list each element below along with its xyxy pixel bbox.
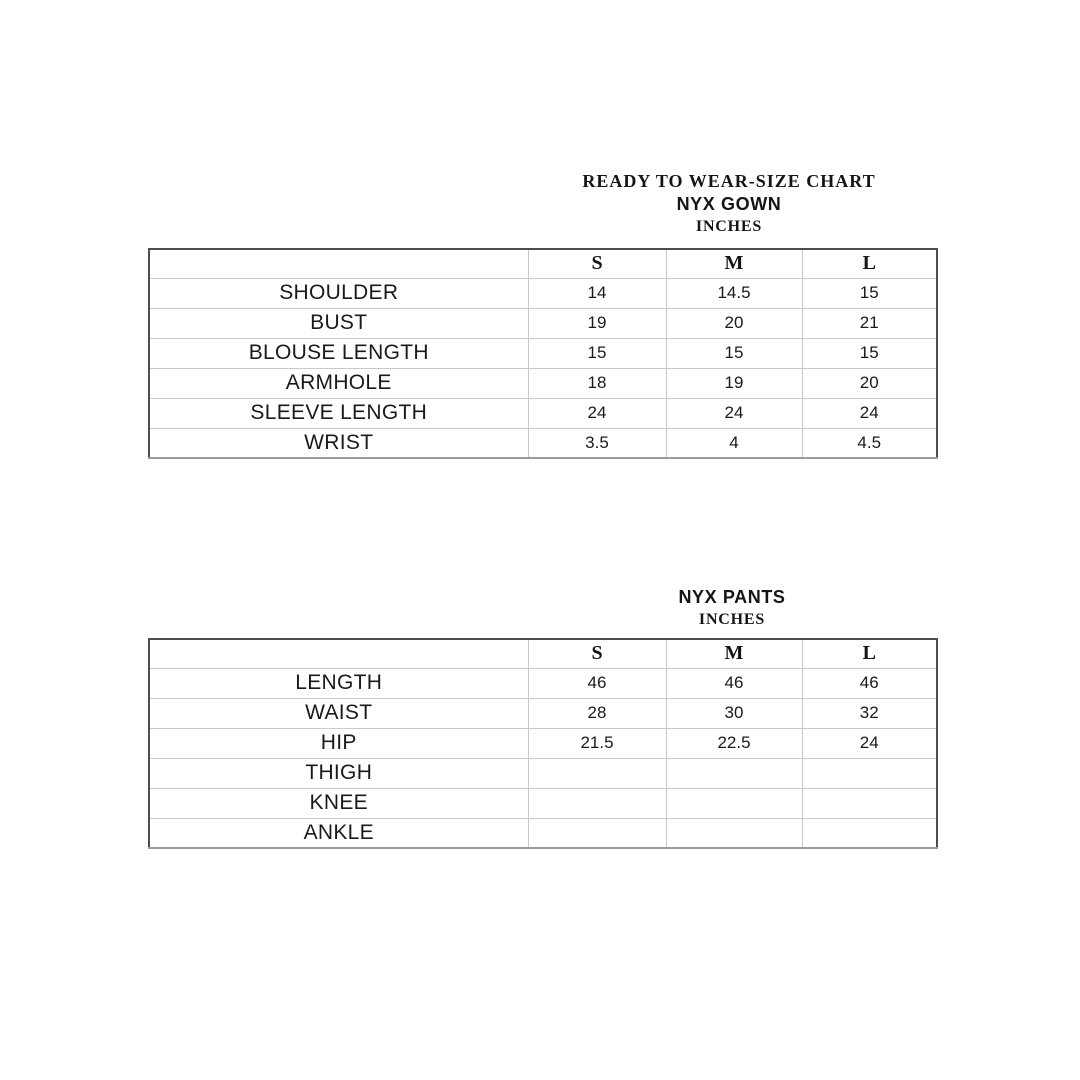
table-row	[149, 758, 937, 788]
size-value-cell: 15	[666, 338, 802, 368]
table-row	[149, 278, 937, 308]
gown-title: NYX GOWN	[676, 194, 782, 214]
gown-size-table	[148, 248, 938, 459]
size-value-cell: 20	[802, 368, 937, 398]
table-row	[149, 788, 937, 818]
size-value-cell: 28	[528, 698, 666, 728]
table-row	[149, 338, 937, 368]
size-value-cell: 18	[528, 368, 666, 398]
size-value-cell: 46	[802, 668, 937, 698]
size-value-cell: 24	[666, 398, 802, 428]
size-value-cell	[528, 818, 666, 848]
size-value-cell	[666, 788, 802, 818]
size-value-cell: 30	[666, 698, 802, 728]
size-value-cell: 46	[528, 668, 666, 698]
table-row	[149, 698, 937, 728]
size-value-cell: 24	[802, 728, 937, 758]
size-value-cell	[528, 758, 666, 788]
size-value-cell: 32	[802, 698, 937, 728]
size-value-cell: 14.5	[666, 278, 802, 308]
size-value-cell: 15	[802, 338, 937, 368]
size-value-cell: 3.5	[528, 428, 666, 458]
pants-title-block	[678, 586, 785, 631]
size-value-cell	[802, 818, 937, 848]
size-value-cell: 21	[802, 308, 937, 338]
pants-units-label: INCHES	[698, 611, 766, 628]
table-row	[149, 818, 937, 848]
size-value-cell	[666, 758, 802, 788]
table-row	[149, 728, 937, 758]
empty-corner-cell	[149, 639, 528, 668]
table-row	[149, 308, 937, 338]
measurement-label-cell: ARMHOLE	[149, 368, 528, 398]
measurement-label-cell: ANKLE	[149, 818, 528, 848]
table-row	[149, 398, 937, 428]
measurement-label-cell: THIGH	[149, 758, 528, 788]
size-value-cell	[802, 788, 937, 818]
size-value-cell: 46	[666, 668, 802, 698]
measurement-label-cell: WRIST	[149, 428, 528, 458]
size-value-cell: 4.5	[802, 428, 937, 458]
measurement-label-cell: BUST	[149, 308, 528, 338]
size-value-cell: 14	[528, 278, 666, 308]
pants-title: NYX PANTS	[678, 587, 786, 607]
size-value-cell	[528, 788, 666, 818]
measurement-label-cell: BLOUSE LENGTH	[149, 338, 528, 368]
measurement-label-cell: LENGTH	[149, 668, 528, 698]
measurement-label-cell: SLEEVE LENGTH	[149, 398, 528, 428]
pants-header-row	[149, 639, 937, 668]
gown-header-row	[149, 249, 937, 278]
size-chart-heading: READY TO WEAR-SIZE CHART	[582, 171, 876, 191]
column-header-s: S	[528, 639, 666, 668]
size-value-cell: 19	[528, 308, 666, 338]
size-value-cell: 19	[666, 368, 802, 398]
gown-title-block	[582, 170, 875, 238]
size-value-cell	[802, 758, 937, 788]
size-value-cell: 20	[666, 308, 802, 338]
column-header-l: L	[802, 249, 937, 278]
measurement-label-cell: SHOULDER	[149, 278, 528, 308]
size-value-cell: 4	[666, 428, 802, 458]
column-header-l: L	[802, 639, 937, 668]
empty-corner-cell	[149, 249, 528, 278]
table-row	[149, 668, 937, 698]
table-row	[149, 428, 937, 458]
size-value-cell: 22.5	[666, 728, 802, 758]
size-value-cell: 15	[802, 278, 937, 308]
column-header-m: M	[666, 639, 802, 668]
size-value-cell: 15	[528, 338, 666, 368]
measurement-label-cell: KNEE	[149, 788, 528, 818]
size-value-cell: 24	[528, 398, 666, 428]
size-value-cell: 21.5	[528, 728, 666, 758]
size-value-cell	[666, 818, 802, 848]
gown-units-label: INCHES	[695, 218, 763, 235]
table-row	[149, 368, 937, 398]
measurement-label-cell: HIP	[149, 728, 528, 758]
measurement-label-cell: WAIST	[149, 698, 528, 728]
size-value-cell: 24	[802, 398, 937, 428]
pants-size-table	[148, 638, 938, 849]
column-header-s: S	[528, 249, 666, 278]
column-header-m: M	[666, 249, 802, 278]
